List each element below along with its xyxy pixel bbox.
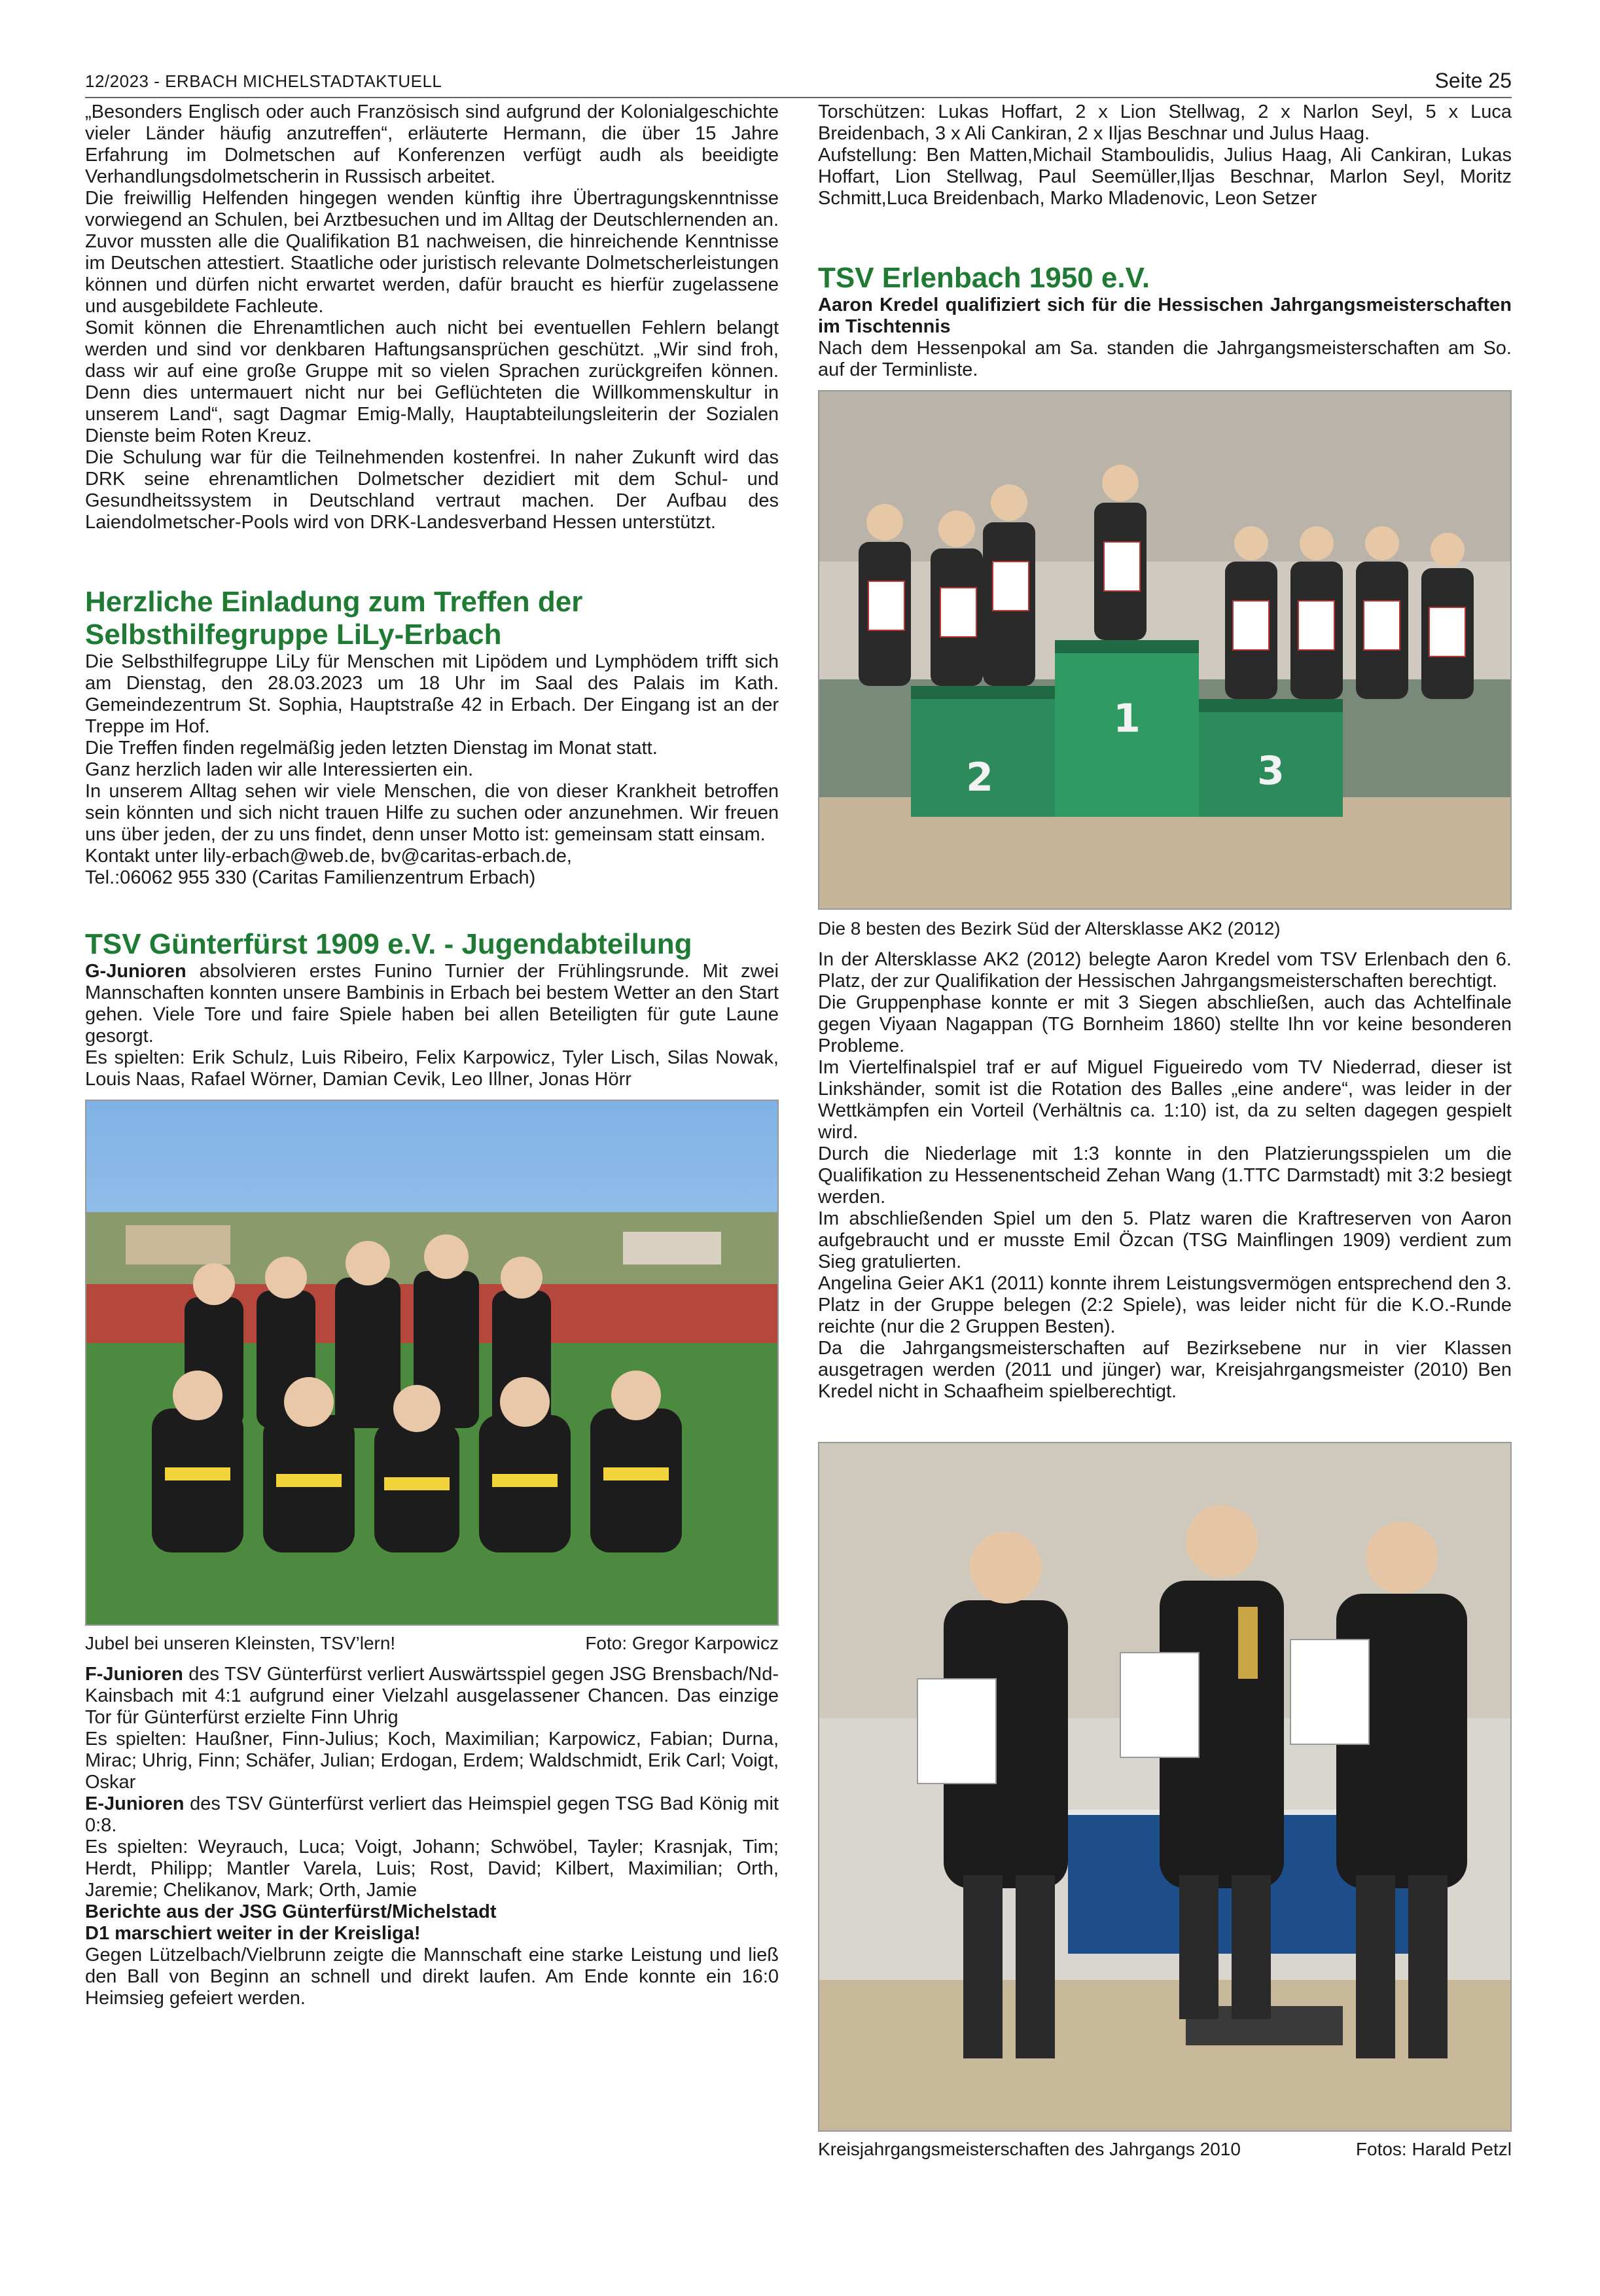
d1-heading: D1 marschiert weiter in der Kreisliga!	[85, 1923, 421, 1944]
f-junioren-players: Es spielten: Haußner, Finn-Julius; Koch, Maximilian; Karpowicz, Fabian; Durna, Mirac; Uhrig, Finn; Schäfer, Julian; Erdogan, Erdem; Waldschmidt, Erik Carl; Voigt, Oskar	[85, 1729, 779, 1793]
lily-paragraph: Ganz herzlich laden wir alle Interessierten ein.	[85, 759, 474, 780]
e-junioren-text: des TSV Günterfürst verliert das Heimspiel gegen TSG Bad König mit 0:8.	[85, 1793, 779, 1836]
podium-illustration	[819, 391, 1510, 908]
g-junioren-paragraph	[85, 961, 779, 1047]
football-team-illustration	[86, 1101, 777, 1624]
e-junioren-paragraph	[85, 1793, 779, 1837]
article-paragraph: Somit können die Ehrenamtlichen auch nicht bei eventuellen Fehlern belangt werden und sind vor denkbaren Haftungsansprüchen geschützt. „Wir sind froh, dass wir auf eine große Gruppe mit so vielen Sprachen zurückgreifen können. Denn dies untermauert nicht nur bei Geflüchteten die Willkommenskultur in unserem Land“, sagt Dagmar Emig-Mally, Hauptabteilungsleiterin der Sozialen Dienste beim Roten Kreuz.	[85, 317, 779, 446]
scorers-paragraph: Torschützen: Lukas Hoffart, 2 x Lion Stellwag, 2 x Narlon Seyl, 5 x Luca Breidenbach, 3 x Ali Cankiran, 2 x Iljas Beschnar und Julus Haag.	[818, 101, 1512, 144]
podium-label-2: 2	[966, 755, 993, 800]
lily-paragraph: Die Treffen finden regelmäßig jeden letzten Dienstag im Monat statt.	[85, 738, 658, 759]
champions-illustration	[819, 1443, 1510, 2130]
tsv-erlenbach-lead: Nach dem Hessenpokal am Sa. standen die Jahrgangsmeisterschaften am So. auf der Terminliste.	[818, 338, 1512, 380]
lily-heading: Herzliche Einladung zum Treffen der Selbsthilfegruppe LiLy-Erbach	[85, 586, 583, 651]
page-header	[85, 65, 1512, 98]
article-paragraph: Die freiwillig Helfenden hingegen wenden künftig ihre Übertragungskenntnisse vorwiegend an Schulen, bei Arztbesuchen und im Alltag der Deutschlernenden an. Zuvor mussten alle die Qualifikation B1 nachweisen, die hinreichende Kenntnisse im Deutschen attestiert. Staatliche oder juristisch relevante Dolmetscherleistungen können und dürfen nicht erwartet werden, dafür braucht es hierfür zugelassene und ausgebildete Fachleute.	[85, 188, 779, 317]
tsv-erlenbach-paragraph: Im Viertelfinalspiel traf er auf Miguel Figueiredo vom TV Niederrad, dieser ist Linkshänder, somit ist die Rotation des Balles „eine andere“, was leider in der Wettkämpfen ein Vorteil (Verhältnis ca. 1:10) ist, da zu selten dagegen gespielt wird.	[818, 1057, 1512, 1143]
podium-photo	[818, 390, 1512, 910]
article-paragraph: „Besonders Englisch oder auch Französisch sind aufgrund der Kolonialgeschichte vieler Länder häufig anzutreffen“, erläuterte Hermann, die über 15 Jahre Erfahrung im Dolmetschen auf Konferenzen verfügt audh als beeidigte Verhandlungsdolmetscherin in Russisch arbeitet.	[85, 101, 779, 187]
f-junioren-label: F-Junioren	[85, 1664, 183, 1685]
page-number: Seite 25	[1434, 69, 1512, 92]
podium-label-3: 3	[1257, 748, 1285, 794]
lily-paragraph: Die Selbsthilfegruppe LiLy für Menschen mit Lipödem und Lymphödem trifft sich am Dienstag, den 28.03.2023 um 18 Uhr im Saal des Palais im Kath. Gemeindezentrum St. Sophia, Hauptstraße 42 in Erbach. Der Eingang ist an der Treppe im Hof.	[85, 651, 779, 737]
tsv-guenterfuerst-heading: TSV Günterfürst 1909 e.V. - Jugendabteilung	[85, 928, 692, 960]
tsv-erlenbach-paragraph: Die Gruppenphase konnte er mit 3 Siegen abschließen, auch das Achtelfinale gegen Viyaan Nagappan (TG Bornheim 1860) stellte Ihn vor keine besonderen Probleme.	[818, 992, 1512, 1056]
jsg-heading: Berichte aus der JSG Günterfürst/Michelstadt	[85, 1901, 497, 1922]
lily-contact-email: Kontakt unter lily-erbach@web.de, bv@caritas-erbach.de,	[85, 846, 572, 867]
tsv-erlenbach-paragraph: Im abschließenden Spiel um den 5. Platz waren die Kraftreserven von Aaron aufgebraucht und er musste Emil Özcan (TSG Mainflingen 1909) verdient zum Sieg gratulierten.	[818, 1208, 1512, 1272]
lily-paragraph: In unserem Alltag sehen wir viele Menschen, die von dieser Krankheit betroffen sein könnten und sich nicht trauen Hilfe zu suchen oder anzunehmen. Wir freuen uns über jeden, der zu uns findet, denn unser Motto ist: gemeinsam statt einsam.	[85, 781, 779, 845]
e-junioren-label: E-Junioren	[85, 1793, 185, 1814]
e-junioren-players: Es spielten: Weyrauch, Luca; Voigt, Johann; Schwöbel, Tayler; Krasnjak, Tim; Herdt, Philipp; Mantler Varela, Luis; Rost, David; Kilbert, Maximilian; Orth, Jaremie; Chelikanov, Mark; Orth, Jamie	[85, 1837, 779, 1901]
podium-photo-caption: Die 8 besten des Bezirk Süd der Altersklasse AK2 (2012)	[818, 918, 1281, 939]
right-column	[818, 101, 1512, 2161]
football-team-photo	[85, 1100, 779, 1626]
g-junioren-players: Es spielten: Erik Schulz, Luis Ribeiro, Felix Karpowicz, Tyler Lisch, Silas Nowak, Louis Naas, Rafael Wörner, Damian Cevik, Leo Illner, Jonas Hörr	[85, 1047, 779, 1090]
f-junioren-text: des TSV Günterfürst verliert Auswärtsspiel gegen JSG Brensbach/Nd-Kainsbach mit 4:1 aufgrund einer Vielzahl ausgelassener Chancen. Das einzige Tor für Günterfürst erzielte Finn Uhrig	[85, 1664, 779, 1728]
champions-photo-caption: Kreisjahrgangsmeisterschaften des Jahrgangs 2010	[818, 2139, 1241, 2159]
football-photo-caption: Jubel bei unseren Kleinsten, TSV’lern!	[85, 1633, 396, 1653]
tsv-erlenbach-heading: TSV Erlenbach 1950 e.V.	[818, 262, 1150, 294]
tsv-erlenbach-paragraph: In der Altersklasse AK2 (2012) belegte Aaron Kredel vom TSV Erlenbach den 6. Platz, der zur Qualifikation der Hessischen Jahrgangsmeisterschaften berechtigt.	[818, 949, 1512, 992]
g-junioren-label: G-Junioren	[85, 961, 187, 982]
podium-label-1: 1	[1113, 696, 1141, 742]
article-paragraph: Die Schulung war für die Teilnehmenden kostenfrei. In naher Zukunft wird das DRK seine ehrenamtlichen Dolmetscher dezidiert mit dem Schul- und Gesundheitssystem in Deutschland vertraut machen. Der Aufbau des Laiendolmetscher-Pools wird von DRK-Landesverband Hessen unterstützt.	[85, 447, 779, 533]
tsv-erlenbach-paragraph: Angelina Geier AK1 (2011) konnte ihrem Leistungsvermögen entsprechend den 3. Platz in der Gruppe belegen (2:2 Spiele), was leider nicht für die K.O.-Runde reichte (nur die 2 Gruppen Besten).	[818, 1273, 1512, 1337]
tsv-erlenbach-paragraph: Da die Jahrgangsmeisterschaften auf Bezirksebene nur in vier Klassen ausgetragen werden (2011 und jünger) war, Kreisjahrgangsmeister (2010) Ben Kredel nicht in Schaafheim spielberechtigt.	[818, 1338, 1512, 1402]
football-photo-credit: Foto: Gregor Karpowicz	[585, 1633, 779, 1653]
champions-photo	[818, 1442, 1512, 2132]
issue-label: 12/2023 - ERBACH MICHELSTADTAKTUELL	[85, 71, 442, 91]
d1-paragraph: Gegen Lützelbach/Vielbrunn zeigte die Mannschaft eine starke Leistung und ließ den Ball von Beginn an schnell und direkt laufen. Am Ende konnte ein 16:0 Heimsieg gefeiert werden.	[85, 1945, 779, 2009]
lily-contact-phone: Tel.:06062 955 330 (Caritas Familienzentrum Erbach)	[85, 867, 536, 888]
lineup-paragraph: Aufstellung: Ben Matten,Michail Stamboulidis, Julius Haag, Ali Cankiran, Lukas Hoffart, Lion Stellwag, Paul Seemüller,Iljas Beschnar, Marlon Seyl, Moritz Schmitt,Luca Breidenbach, Marko Mladenovic, Leon Setzer	[818, 145, 1512, 209]
tsv-erlenbach-paragraph: Durch die Niederlage mit 1:3 konnte in den Platzierungsspielen um die Qualifikation zu Hessenentscheid Zehan Wang (1.TTC Darmstadt) mit 3:2 besiegt werden.	[818, 1143, 1512, 1208]
football-photo-caption-row	[85, 1632, 779, 1655]
g-junioren-text: absolvieren erstes Funino Turnier der Frühlingsrunde. Mit zwei Mannschaften konnten unsere Bambinis in Erbach bei bestem Wetter an den Start gehen. Viele Tore und faire Spiele haben bei allen Beteiligten für gute Laune gesorgt.	[85, 961, 779, 1047]
tsv-erlenbach-subheading: Aaron Kredel qualifiziert sich für die Hessischen Jahrgangsmeisterschaften im Tischtennis	[818, 295, 1512, 337]
champions-photo-caption-row	[818, 2138, 1512, 2161]
left-column	[85, 101, 779, 2009]
champions-photo-credit: Fotos: Harald Petzl	[1355, 2139, 1512, 2159]
f-junioren-paragraph	[85, 1664, 779, 1729]
